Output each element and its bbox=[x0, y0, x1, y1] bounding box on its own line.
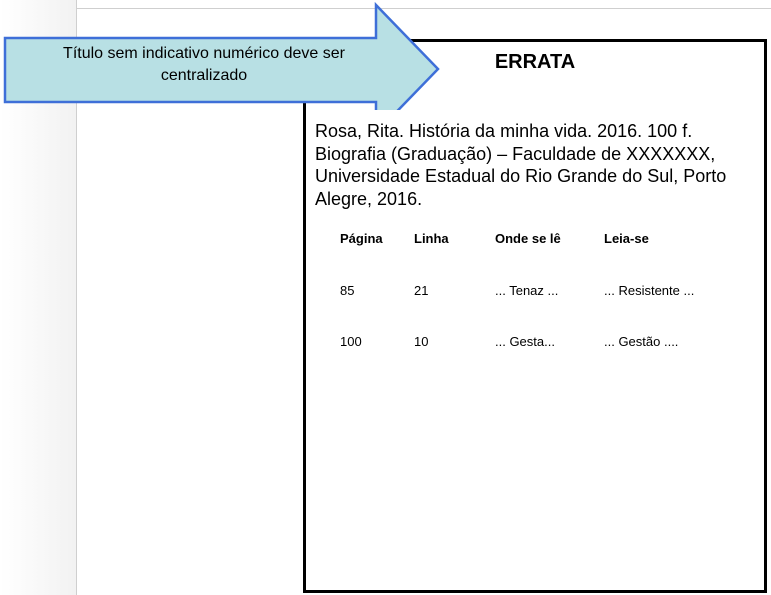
callout-line-1: Título sem indicativo numérico deve ser bbox=[63, 45, 345, 62]
callout-line-2: centralizado bbox=[160, 67, 248, 84]
table-row bbox=[340, 247, 724, 298]
cell-leia-se: ... Gestão .... bbox=[604, 334, 679, 349]
header-onde-se-le: Onde se lê bbox=[495, 231, 561, 246]
header-leia-se: Leia-se bbox=[604, 231, 649, 246]
errata-page bbox=[303, 39, 767, 593]
page-title: ERRATA bbox=[494, 51, 576, 73]
table-row bbox=[340, 298, 724, 349]
header-pagina: Página bbox=[340, 231, 383, 246]
callout-arrow bbox=[0, 0, 445, 110]
cell-linha: 10 bbox=[414, 334, 429, 349]
cell-pagina: 100 bbox=[340, 334, 362, 349]
table-header-row bbox=[340, 231, 724, 247]
cell-onde-se-le: ... Gesta... bbox=[495, 334, 555, 349]
callout-text bbox=[14, 43, 394, 87]
header-linha: Linha bbox=[414, 231, 449, 246]
errata-table bbox=[340, 231, 724, 349]
cell-pagina: 85 bbox=[340, 283, 355, 298]
cell-linha: 21 bbox=[414, 283, 429, 298]
bibliographic-reference: Rosa, Rita. História da minha vida. 2016. 100 f. Biografia (Graduação) – Faculdade de XXXXXXX, Universidade Estadual do Rio Grande do Sul, Porto Alegre, 2016. bbox=[315, 121, 727, 209]
cell-leia-se: ... Resistente ... bbox=[604, 283, 695, 298]
cell-onde-se-le: ... Tenaz ... bbox=[495, 283, 559, 298]
